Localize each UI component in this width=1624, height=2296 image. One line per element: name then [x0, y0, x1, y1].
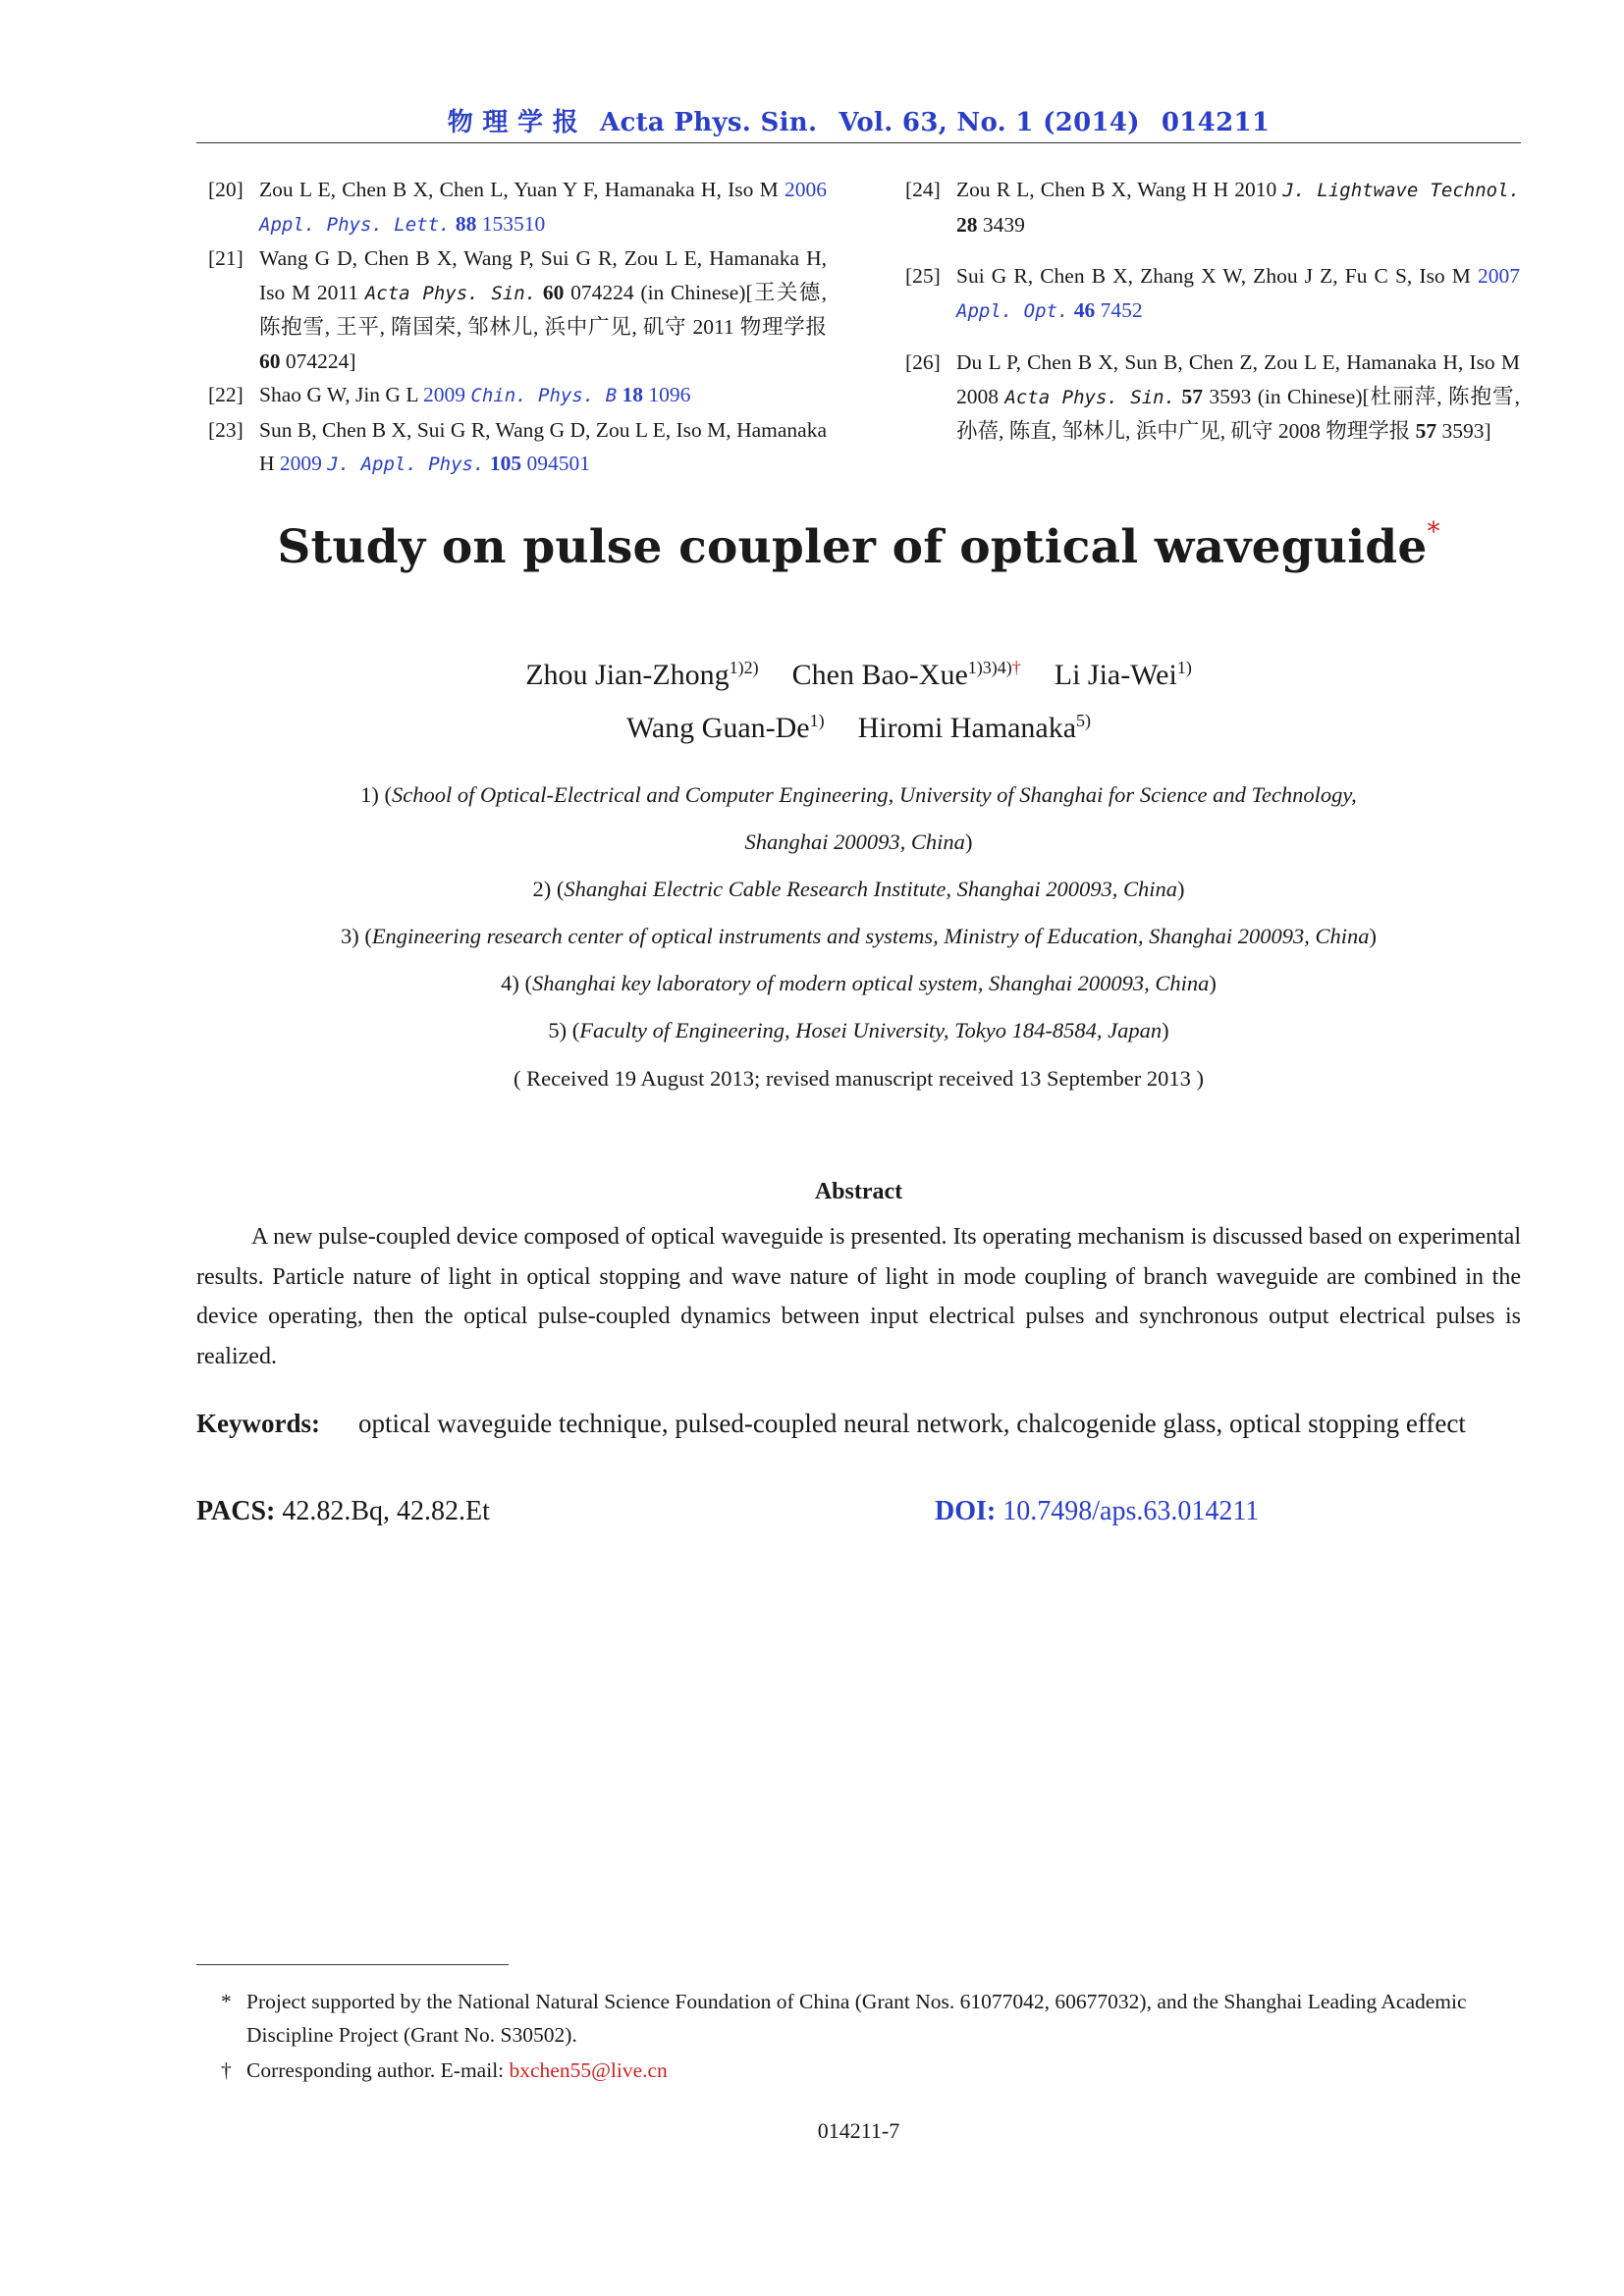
author: Chen Bao-Xue	[791, 659, 968, 691]
reference-list-right	[905, 173, 1520, 466]
pacs: PACS: 42.82.Bq, 42.82.Et	[196, 1496, 490, 1526]
affiliation-4: 4) (Shanghai key laboratory of modern optical system, Shanghai 200093, China)	[501, 971, 1217, 995]
affiliation-1-cont: Shanghai 200093, China)	[744, 829, 973, 854]
doi-link[interactable]: DOI: 10.7498/aps.63.014211	[935, 1496, 1260, 1526]
author-list: Zhou Jian-Zhong$^{1)2)}$ Chen Bao-Xue$^{1)3)4)\dagger}$ Li Jia-Wei$^{1)}$	[525, 658, 1192, 691]
author: Wang Guan-De	[625, 712, 810, 744]
page-number: 014211-7	[817, 2118, 900, 2143]
reference-list-left	[208, 173, 827, 482]
affiliation-3: 3) (Engineering research center of optical instruments and systems, Ministry of Education, Shanghai 200093, China)	[340, 924, 1378, 948]
journal-name-cn: 物 理 学 报	[447, 108, 578, 137]
reference-24: [24] Zou R L, Chen B X, Wang H H 2010 J. Lightwave Technol. 28 3439	[905, 178, 1521, 237]
reference-25: [25] Sui G R, Chen B X, Zhang X W, Zhou J Z, Fu C S, Iso M 2007 Appl. Opt. 46 7452	[905, 264, 1520, 322]
author: Li Jia-Wei	[1054, 659, 1177, 691]
received-dates: ( Received 19 August 2013; revised manuscript received 13 September 2013 )	[514, 1066, 1204, 1091]
header-rule	[196, 142, 1521, 143]
reference-20: [20] Zou L E, Chen B X, Chen L, Yuan Y F, Hamanaka H, Iso M 2006 Appl. Phys. Lett. 88 153510	[208, 178, 827, 236]
reference-link[interactable]: 2007	[1478, 264, 1520, 288]
corresponding-footnote: † Corresponding author. E-mail: bxchen55@live.cn	[221, 2058, 668, 2082]
running-header	[196, 102, 1521, 138]
article-id: 014211	[1161, 108, 1271, 137]
author: Hiromi Hamanaka	[857, 712, 1077, 744]
corresponding-mark: †	[1011, 658, 1021, 677]
paper-title: Study on pulse coupler of optical waveguide*	[277, 517, 1440, 574]
affiliation-5: 5) (Faculty of Engineering, Hosei University, Tokyo 184-8584, Japan)	[548, 1018, 1169, 1042]
email-link[interactable]: bxchen55@live.cn	[509, 2058, 668, 2082]
reference-link[interactable]: 2009	[423, 383, 466, 406]
footnote-rule	[196, 1964, 509, 1965]
affiliation-2: 2) (Shanghai Electric Cable Research Institute, Shanghai 200093, China)	[532, 877, 1185, 901]
abstract-text: A new pulse-coupled device composed of optical waveguide is presented. Its operating mechanism is discussed based on experimental results. Particle nature of light in optical stopping and wave nature of light in mode coupling of branch waveguide are combined in the device operating, then the optical pulse-coupled dynamics between input electrical pulses and synchronous output electrical pulses is realized.	[196, 1224, 1521, 1369]
reference-23: [23] Sun B, Chen B X, Sui G R, Wang G D, Zou L E, Iso M, Hamanaka H 2009 J. Appl. Phys. 105 094501	[208, 417, 827, 475]
reference-link[interactable]: 2009	[279, 452, 322, 475]
reference-21: [21] Wang G D, Chen B X, Wang P, Sui G R, Zou L E, Hamanaka H, Iso M 2011 Acta Phys. Sin. 60 074224 (in Chinese)[王关德, 陈抱雪, 王平, 隋国荣, 邹林儿, 浜中广见, 矶守 2011 物理学报 60 074224]	[208, 246, 827, 373]
affiliation-1: 1) (School of Optical-Electrical and Computer Engineering, University of Shanghai for Science and Technology,	[360, 782, 1357, 807]
keywords-text: optical waveguide technique, pulsed-coupled neural network, chalcogenide glass, optical stopping effect	[358, 1409, 1466, 1438]
keywords-label: Keywords:	[196, 1409, 320, 1438]
author: Zhou Jian-Zhong	[525, 659, 730, 691]
journal-name-en: Acta Phys. Sin.	[600, 108, 818, 137]
journal-volume: Vol. 63, No. 1 (2014)	[839, 108, 1140, 137]
title-footnote-mark: *	[1427, 517, 1440, 548]
keywords	[196, 1402, 1521, 1445]
reference-26: [26] Du L P, Chen B X, Sun B, Chen Z, Zou L E, Hamanaka H, Iso M 2008 Acta Phys. Sin. 57 3593 (in Chinese)[杜丽萍, 陈抱雪, 孙蓓, 陈直, 邹林儿, 浜中广见, 矶守 2008 物理学报 57 3593]	[905, 350, 1520, 443]
abstract-heading: Abstract	[814, 1179, 903, 1204]
author-list: Wang Guan-De$^{1)}$ Hiromi Hamanaka$^{5)}$	[625, 711, 1092, 744]
reference-link[interactable]: 2006	[785, 178, 827, 201]
funding-footnote: * Project supported by the National Natural Science Foundation of China (Grant Nos. 61077042, 60677032), and the Shanghai Leading Academic Discipline Project (Grant No. S30502).	[221, 1990, 1467, 2047]
reference-22: [22] Shao G W, Jin G L 2009 Chin. Phys. B 18 1096	[208, 383, 691, 406]
